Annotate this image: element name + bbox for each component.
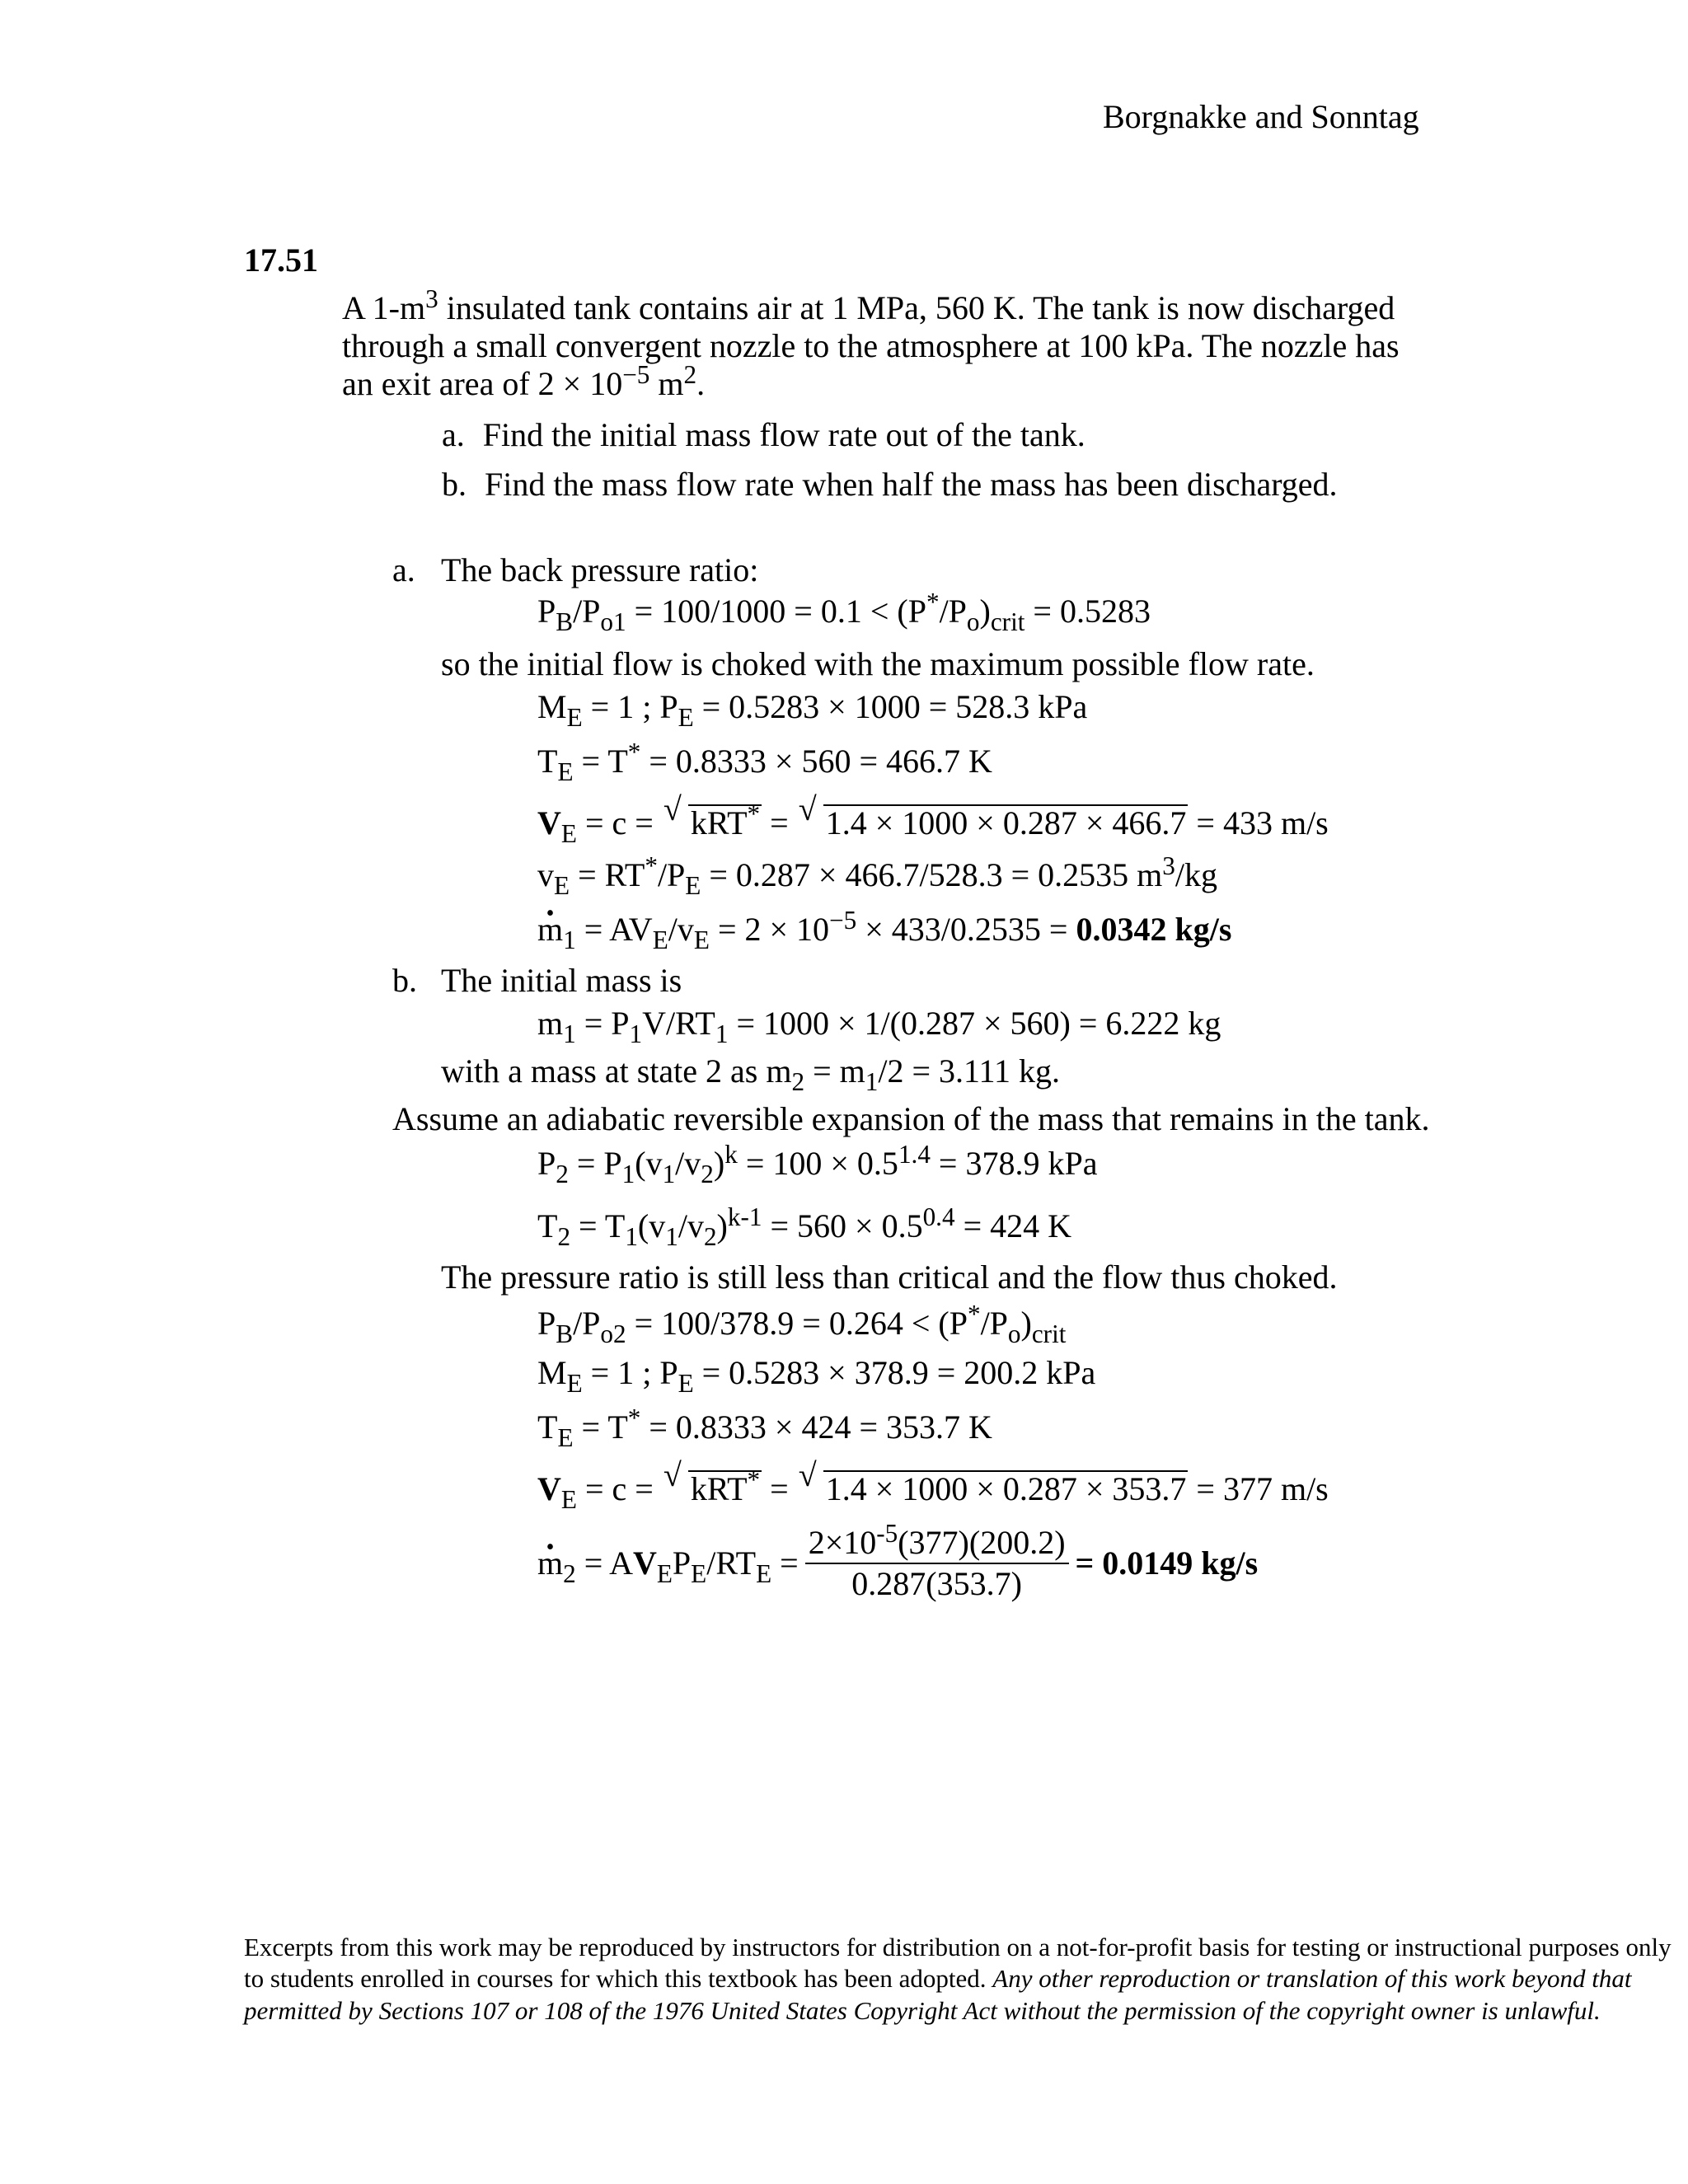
eq-exit-mach-pressure-1: $M_E = 1$ ; $P_E = 0.5283 \times 1000 = 528.3$ kPa (537, 688, 1088, 732)
problem-part-b: b. Find the mass flow rate when half the mass has been discharged. (442, 466, 1338, 503)
mass-state-2-text: with a mass at state 2 as $m_2 = m_1/2 = 3.111$ kg. (441, 1052, 1061, 1096)
problem-part-a: a. Find the initial mass flow rate out of the tank. (442, 416, 1085, 453)
eq-specific-volume-1: $v_E = RT^*/P_E = 0.287 \times 466.7/528.3 = 0.2535$ $m^3/kg$ (537, 851, 1217, 900)
eq-exit-mach-pressure-2: $M_E = 1$ ; $P_E = 0.5283 \times 378.9 = 200.2$ kPa (537, 1354, 1096, 1398)
problem-statement-line-1: A $1-m^3$ insulated tank contains air at 1 MPa, 560 K. The tank is now discharged (342, 284, 1395, 326)
sqrt-krt-1: √ kRT* (663, 790, 761, 841)
solution-part-b-title: The initial mass is (441, 962, 682, 999)
copyright-footer: Excerpts from this work may be reproduced by instructors for distribution on a not-for-profit basis for testing or instructional purposes only to students enrolled in courses for which this textbook has been adopted. Any other reproduction or translation of this work beyond that permitted by Sections 107 or 108 of the 1976 United States Copyright Act without the permission of the copyright owner is unlawful. (244, 1933, 1672, 2025)
eq-mass-flow-rate-1: m $•_1 = AV_E/v_E = 2 \times 10^{-5} \times 433/0.2535 = 0.0342$ kg/s (537, 913, 1231, 946)
eq-exit-velocity-1: $V_E = c$ = √ kRT* = √ 1.4 × 1000 × 0.287 × 466.7 = 433 m/s (537, 790, 1329, 848)
eq-initial-mass: $m_1 = P_1V/RT_1 = 1000 \times 1/(0.287 \times 560) = 6.222$ kg (537, 1005, 1221, 1048)
problem-statement-line-3: an exit area of $2 \times 10^{-5}$ $m^2$. (342, 359, 706, 402)
eq-exit-velocity-2: $V_E = c$ = √ kRT* = √ 1.4 × 1000 × 0.287 × 353.7 = 377 m/s (537, 1456, 1329, 1514)
problem-number: 17.51 (244, 241, 318, 279)
sqrt-numeric-2: √ 1.4 × 1000 × 0.287 × 353.7 (798, 1456, 1187, 1507)
eq-back-pressure-ratio-1: $P_B/P_{o1} = 100/1000 = 0.1 < (P^*/P_o)_{crit} = 0.5283$ (537, 587, 1151, 636)
mass-flow-fraction: $\frac{2\times 10^{-5}(377)(200.2)}{0.287(353.7)}$ (805, 1526, 1069, 1601)
solution-part-b-label: b. (392, 962, 417, 999)
problem-statement-line-2: through a small convergent nozzle to the atmosphere at 100 kPa. The nozzle has (342, 327, 1400, 364)
solution-part-a-title: The back pressure ratio: (441, 551, 759, 588)
choked-flow-text: so the initial flow is choked with the maximum possible flow rate. (441, 645, 1315, 682)
assume-adiabatic-text: Assume an adiabatic reversible expansion of the mass that remains in the tank. (392, 1100, 1430, 1137)
eq-exit-temperature-1: $T_E = T^* = 0.8333 \times 560 = 466.7$ K (537, 737, 992, 786)
page-header-authors: Borgnakke and Sonntag (1103, 98, 1419, 135)
eq-temperature-state-2: $T_2 = T_1(v_1/v_2)^{k-1} = 560 \times 0.5^{0.4} = 424$ K (537, 1202, 1072, 1251)
solution-part-a-label: a. (392, 551, 415, 588)
eq-pressure-state-2: $P_2 = P_1(v_1/v_2)^k = 100 \times 0.5^{1.4} = 378.9$ kPa (537, 1139, 1098, 1188)
sqrt-krt-2: √ kRT* (663, 1456, 761, 1507)
eq-mass-flow-rate-2: m $•_2 = AV_EP_E/RT_E$ = $\frac{2\times 10^{-5}(377)(200.2)}{0.287(353.7)}$ = 0.0149 kg/s (537, 1526, 1258, 1601)
eq-exit-temperature-2: $T_E = T^* = 0.8333 \times 424 = 353.7$ K (537, 1403, 992, 1452)
sqrt-numeric-1: √ 1.4 × 1000 × 0.287 × 466.7 (798, 790, 1187, 841)
still-choked-text: The pressure ratio is still less than critical and the flow thus choked. (441, 1258, 1338, 1296)
eq-back-pressure-ratio-2: $P_B/P_{o2} = 100/378.9 = 0.264 < (P^*/P_o)_{crit}$ (537, 1299, 1067, 1348)
